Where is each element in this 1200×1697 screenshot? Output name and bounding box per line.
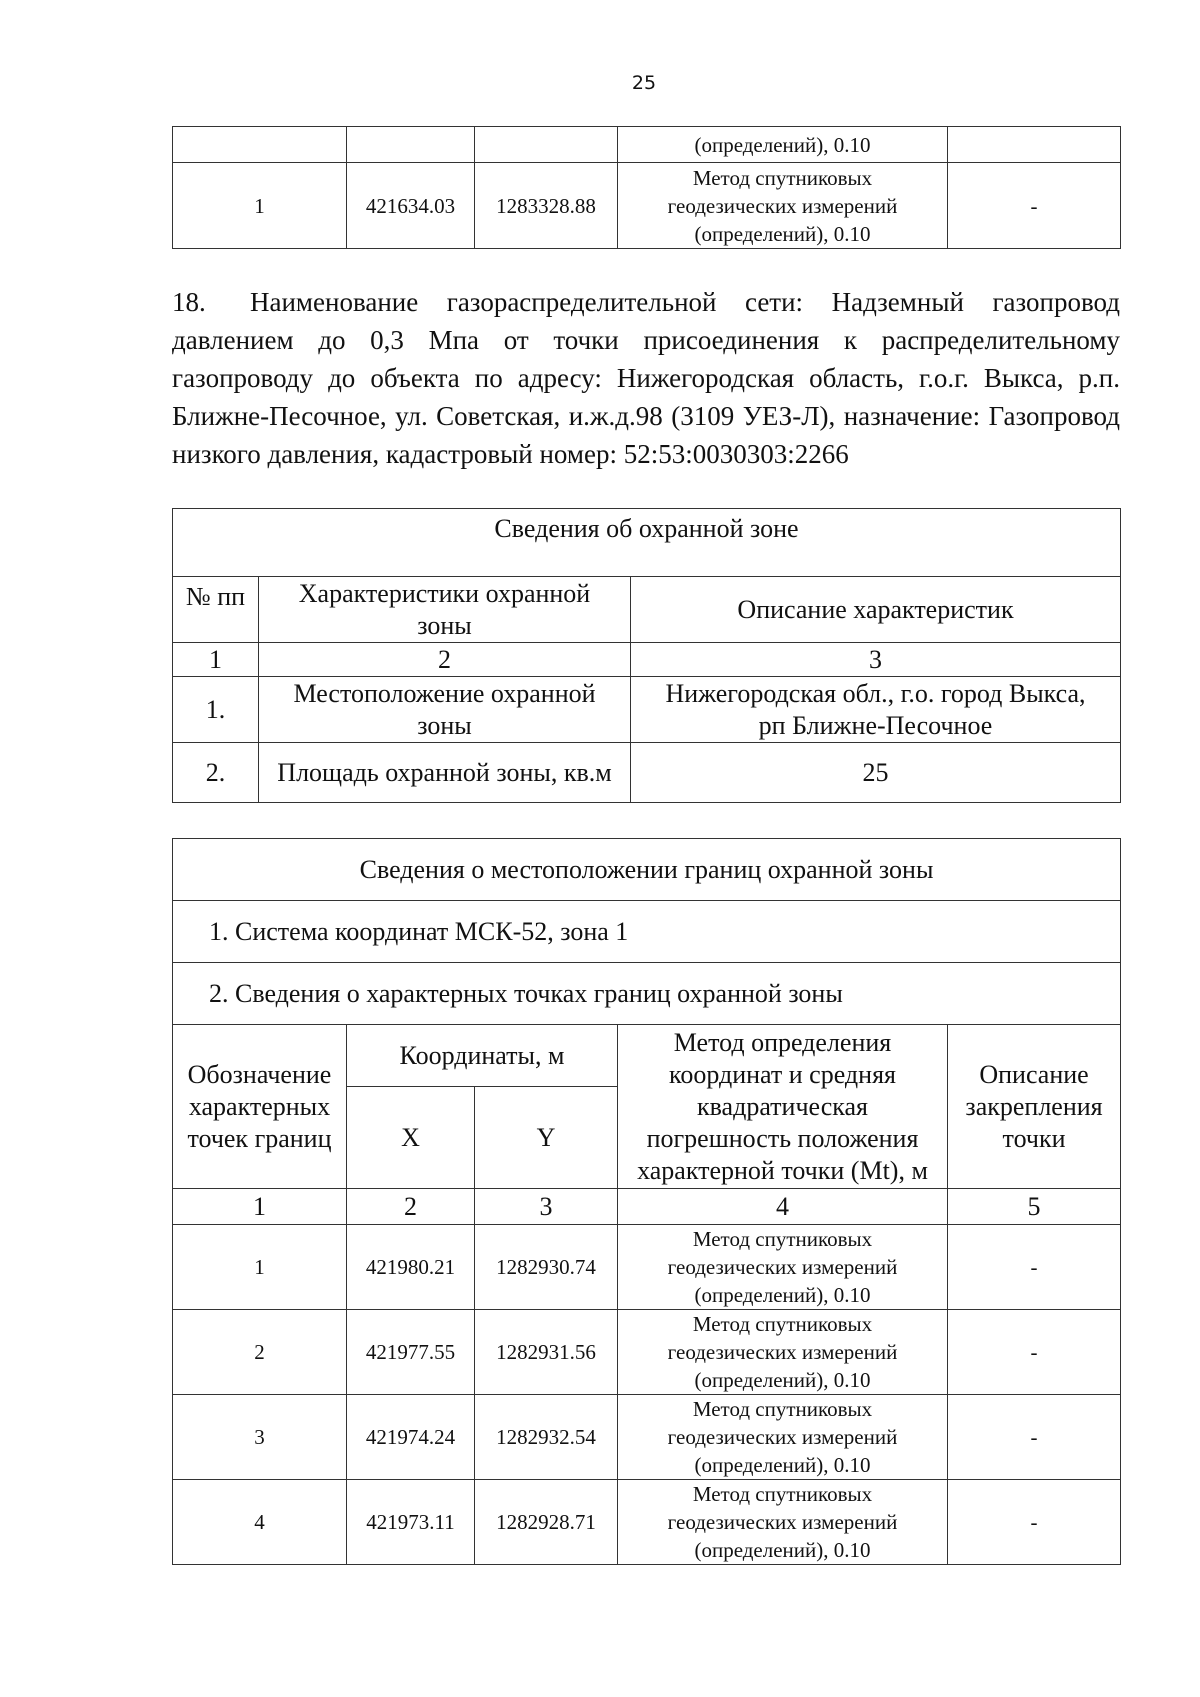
section-number: 18. <box>172 287 206 317</box>
table-row: 2 421977.55 1282931.56 Метод спутниковых геодезических измерений (определений), 0.10 - <box>173 1310 1121 1395</box>
header-y: Y <box>475 1087 618 1189</box>
header-row <box>173 1025 1121 1087</box>
fixing-cell: - <box>948 163 1121 249</box>
table-row: 4 421973.11 1282928.71 Метод спутниковых геодезических измерений (определений), 0.10 - <box>173 1480 1121 1565</box>
method-cell: (определений), 0.10 <box>618 127 948 163</box>
points-title: 2. Сведения о характерных точках границ охранной зоны <box>173 963 1121 1025</box>
point-cell: 1 <box>173 163 347 249</box>
index-row: 1 2 3 4 5 <box>173 1189 1121 1225</box>
page-number: 25 <box>631 72 657 94</box>
header-characteristics: Характеристики охранной зоны <box>259 577 631 643</box>
header-row <box>173 577 1121 643</box>
continued-row <box>173 127 1121 163</box>
y-cell: 1283328.88 <box>475 163 618 249</box>
header-coordinates: Координаты, м <box>347 1025 618 1087</box>
header-description: Описание характеристик <box>631 577 1121 643</box>
table-title: Сведения об охранной зоне <box>173 509 1121 577</box>
table-row: 3 421974.24 1282932.54 Метод спутниковых геодезических измерений (определений), 0.10 - <box>173 1395 1121 1480</box>
protected-zone-table <box>172 508 1121 803</box>
table-row: 1. Местоположение охранной зоны Нижегородская обл., г.о. город Выкса, рп Ближне-Песочное <box>173 677 1121 743</box>
method-cell: Метод спутниковых геодезических измерений (определений), 0.10 <box>618 163 948 249</box>
index-row: 1 2 3 <box>173 643 1121 677</box>
header-x: X <box>347 1087 475 1189</box>
boundary-points-table <box>172 838 1121 1565</box>
header-fixing: Описание закрепления точки <box>948 1025 1121 1189</box>
header-designation: Обозначение характерных точек границ <box>173 1025 347 1189</box>
section-text: Наименование газораспределительной сети: Надземный газопровод давлением до 0,3 Мпа от точки присоединения к распределительному газопроводу до объекта по адресу: Нижегородская область, г.о.г. Выкса, р.п. Ближне-Песочное, ул. Советская, и.ж.д.98 (3109 УЕЗ-Л), назначение: Газопровод низкого давления, кадастровый номер: 52:53:0030303:2266 <box>172 287 1120 469</box>
header-method: Метод определения координат и средняя квадратическая погрешность положения характерной точки (Mt), м <box>618 1025 948 1189</box>
table-row <box>173 163 1121 249</box>
x-cell: 421634.03 <box>347 163 475 249</box>
table-row: 1 421980.21 1282930.74 Метод спутниковых геодезических измерений (определений), 0.10 - <box>173 1225 1121 1310</box>
coordinate-system: 1. Система координат МСК-52, зона 1 <box>173 901 1121 963</box>
table-row: 2. Площадь охранной зоны, кв.м 25 <box>173 743 1121 803</box>
top-coordinates-table <box>172 126 1121 249</box>
section-paragraph <box>172 283 1120 473</box>
table-title: Сведения о местоположении границ охранной зоны <box>173 839 1121 901</box>
header-num: № пп <box>173 577 259 643</box>
